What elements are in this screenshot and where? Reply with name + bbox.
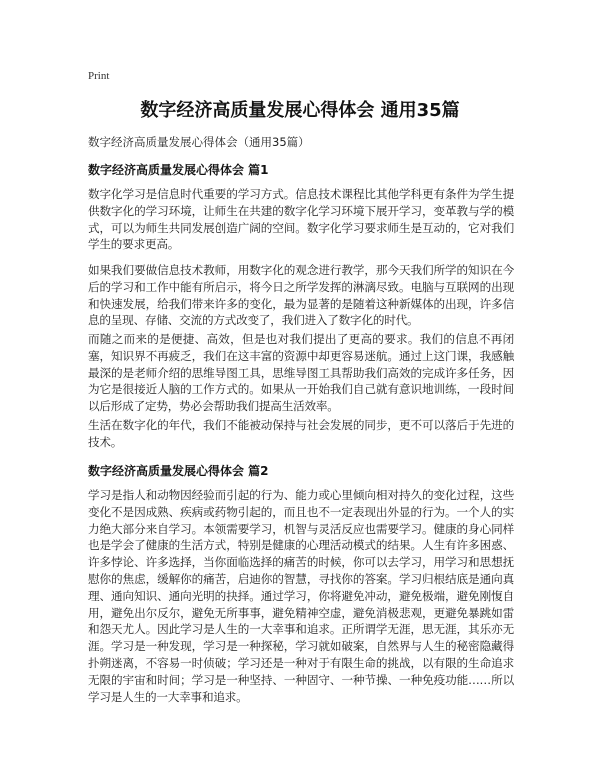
page-subtitle: 数字经济高质量发展心得体会（通用35篇） <box>88 135 310 149</box>
print-link[interactable]: Print <box>88 70 110 82</box>
paragraph: 而随之而来的是便捷、高效，但是也对我们提出了更高的要求。我们的信息不再闭塞，知识界不再疲乏，我们在这丰富的资源中却更容易迷航。通过上这门课，我感触最深的是老师介绍的思维导图工具，思维导图工具帮助我们高效的完成许多任务，因为它是很接近人脑的工作方式的。如果从一开始我们自己就有意识地训练，一段时间以后形成了定势，势必会帮助我们提高生活效率。 <box>88 332 514 414</box>
paragraph: 如果我们要做信息技术教师，用数字化的观念进行教学，那今天我们所学的知识在今后的学习和工作中能有所启示，将今日之所学发挥的淋漓尽致。电脑与互联网的出现和快速发展，给我们带来许多的变化，最为显著的是随着这种新媒体的出现，许多信息的呈现、存储、交流的方式改变了，我们进入了数字化的时代。 <box>88 263 514 328</box>
paragraph: 生活在数字化的年代，我们不能被动保持与社会发展的同步，更不可以落后于先进的技术。 <box>88 418 514 449</box>
section-heading-1: 数字经济高质量发展心得体会 篇1 <box>88 163 269 177</box>
section-heading-2: 数字经济高质量发展心得体会 篇2 <box>88 464 269 478</box>
paragraph: 学习是指人和动物因经验而引起的行为、能力或心里倾向相对持久的变化过程，这些变化不是因成熟、疾病或药物引起的，而且也不一定表现出外显的行为。一个人的实力绝大部分来自学习。本领需要学习，机智与灵活反应也需要学习。健康的身心同样也是学会了健康的生活方式，特别是健康的心理活动模式的结果。人生有许多困惑、许多悖论、许多选择，当你面临选择的痛苦的时候，你可以去学习，用学习和思想抚慰你的焦虑，缓解你的痛苦，启迪你的智慧，寻找你的答案。学习归根结底是通向真理、通向知识、通向光明的抉择。通过学习，你将避免冲动，避免极端，避免刚愎自用，避免出尔反尔，避免无所事事，避免精神空虚，避免消极悲观，更避免暴跳如雷和怨天尤人。因此学习是人生的一大幸事和追求。正所谓学无涯，思无涯，其乐亦无涯。学习是一种发现，学习是一种探秘，学习就如破案，自然界与人生的秘密隐藏得扑朔迷离，不容易一时侦破；学习还是一种对于有限生命的挑战，以有限的生命追求无限的宇宙和时间；学习是一种坚持、一种固守、一种节操、一种免疫功能……所以学习是人生的一大幸事和追求。 <box>88 488 514 704</box>
paragraph: 数字化学习是信息时代重要的学习方式。信息技术课程比其他学科更有条件为学生提供数字化的学习环境，让师生在共建的数字化学习环境下展开学习，变革教与学的模式，可以为师生共同发展创造广阔的空间。数字化学习要求师生是互动的，它对我们学生的要求更高。 <box>88 187 514 252</box>
page-title: 数字经济高质量发展心得体会 通用35篇 <box>140 100 460 121</box>
